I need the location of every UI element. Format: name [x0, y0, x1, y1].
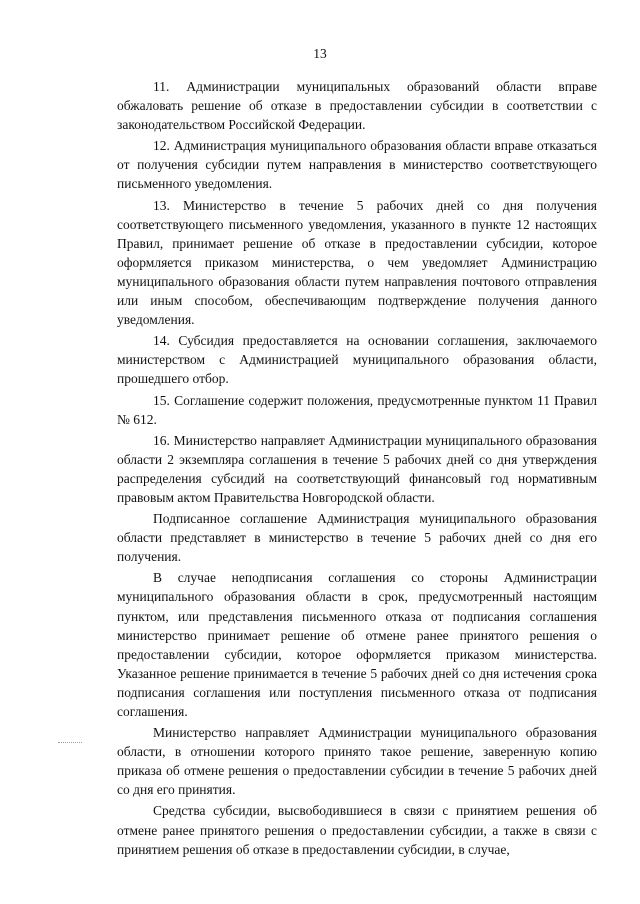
paragraph-11: 11. Администрации муниципальных образований области вправе обжаловать решение об отказе в предоставлении субсидии в соответствии с законодательством Российской Федерации.	[117, 79, 597, 133]
paragraph-14: 14. Субсидия предоставляется на основании соглашения, заключаемого министерством с Администрацией муниципального образования области, прошедшего отбор.	[117, 333, 597, 387]
page-number: 13	[313, 46, 327, 61]
paragraph-13: 13. Министерство в течение 5 рабочих дней со дня получения соответствующего письменного уведомления, указанного в пункте 12 настоящих Правил, принимает решение об отказе в предоставлении субсидии, которое оформляется приказом министерства, о чем уведомляет Администрацию муниципального образования области путем направления почтового отправления или иным способом, обеспечивающим подтверждение получения данного уведомления.	[117, 197, 597, 328]
scan-artifact-mark	[58, 742, 82, 743]
paragraph-12: 12. Администрация муниципального образования области вправе отказаться от получения субсидии путем направления в министерство соответствующего письменного уведомления.	[117, 138, 597, 192]
document-body	[117, 77, 597, 859]
paragraph-non-signing: В случае неподписания соглашения со стороны Администрации муниципального образования области в срок, предусмотренный настоящим пунктом, или представления письменного отказа от подписания соглашения министерство принимает решение об отмене ранее принятого решения о предоставлении субсидии, которое оформляется приказом министерства. Указанное решение принимается в течение 5 рабочих дней со дня истечения срока подписания соглашения или поступления письменного отказа от подписания соглашения.	[117, 570, 597, 719]
paragraph-16: 16. Министерство направляет Администрации муниципального образования области 2 экземпляра соглашения в течение 5 рабочих дней со дня утверждения распределения субсидий на соответствующий финансовый год нормативным правовым актом Правительства Новгородской области.	[117, 432, 597, 505]
paragraph-15: 15. Соглашение содержит положения, предусмотренные пунктом 11 Правил № 612.	[117, 392, 597, 427]
paragraph-signed-agreement: Подписанное соглашение Администрация муниципального образования области представляет в министерство в течение 5 рабочих дней со дня его получения.	[117, 511, 597, 565]
paragraph-copy-of-order: Министерство направляет Администрации муниципального образования области, в отношении которого принято такое решение, заверенную копию приказа об отмене решения о предоставлении субсидии в течение 5 рабочих дней со дня его принятия.	[117, 725, 597, 798]
paragraph-released-funds: Средства субсидии, высвободившиеся в связи с принятием решения об отмене ранее принятого решения о предоставлении субсидии, а также в связи с принятием решения об отказе в предоставлении субсидии, в случае,	[117, 803, 597, 857]
